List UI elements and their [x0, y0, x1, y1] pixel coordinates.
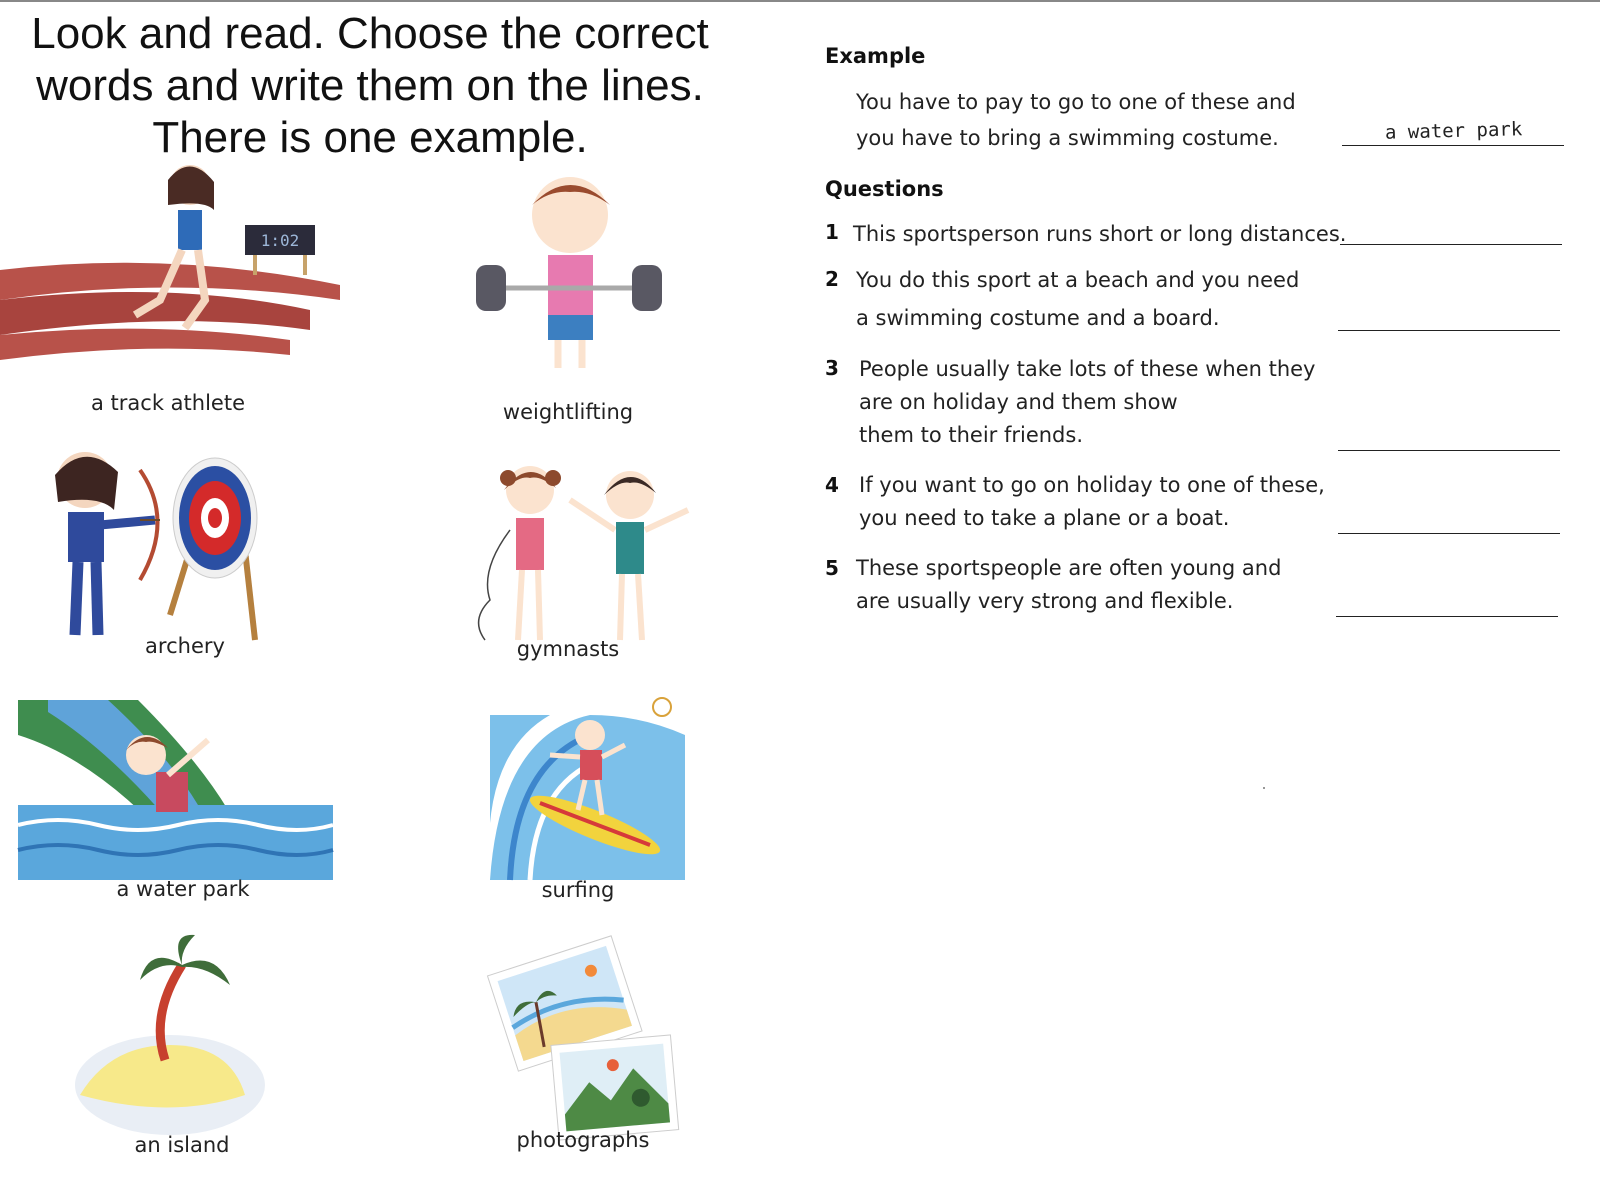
- caption-island: an island: [134, 1133, 230, 1157]
- scoreboard-text: 1:02: [260, 231, 300, 250]
- island-illustration: [70, 945, 270, 1145]
- caption-archery: archery: [145, 634, 225, 658]
- question-4-number: 4: [825, 473, 839, 497]
- card-weightlifting: [470, 170, 690, 430]
- caption-weightlifting: weightlifting: [502, 400, 634, 424]
- caption-water-park: a water park: [116, 877, 250, 901]
- surfing-illustration: [490, 695, 690, 885]
- question-3-line-1: People usually take lots of these when they: [859, 357, 1316, 381]
- gymnasts-illustration: [460, 450, 710, 650]
- question-2-number: 2: [825, 267, 839, 291]
- example-answer-line: [1342, 145, 1564, 146]
- caption-track-athlete: a track athlete: [91, 391, 245, 415]
- example-answer: a water park: [1384, 118, 1523, 144]
- track-athlete-illustration: [0, 160, 350, 360]
- question-1-line-1: This sportsperson runs short or long distances.: [853, 222, 1347, 246]
- question-2-line-2: a swimming costume and a board.: [856, 306, 1220, 330]
- card-track-athlete: [0, 160, 360, 420]
- caption-surfing: surfing: [541, 878, 615, 902]
- top-border: [0, 0, 1600, 2]
- question-4-answer-line[interactable]: [1338, 533, 1560, 534]
- stray-dot: [1263, 787, 1265, 789]
- card-water-park: [18, 700, 333, 930]
- card-gymnasts: [460, 450, 710, 685]
- example-line-1: You have to pay to go to one of these and: [856, 90, 1296, 114]
- question-2-answer-line[interactable]: [1338, 330, 1560, 331]
- example-line-2: you have to bring a swimming costume.: [856, 126, 1279, 150]
- question-5-line-1: These sportspeople are often young and: [856, 556, 1282, 580]
- questions-heading: Questions: [825, 177, 944, 201]
- question-3-answer-line[interactable]: [1338, 450, 1560, 451]
- question-5-number: 5: [825, 556, 839, 580]
- question-3-line-3: them to their friends.: [859, 423, 1083, 447]
- question-5-line-2: are usually very strong and flexible.: [856, 589, 1234, 613]
- question-3-number: 3: [825, 356, 839, 380]
- card-archery: [40, 440, 280, 675]
- question-4-line-1: If you want to go on holiday to one of these,: [859, 473, 1325, 497]
- archery-illustration: [40, 440, 280, 650]
- question-2-line-1: You do this sport at a beach and you need: [856, 268, 1300, 292]
- card-surfing: [490, 695, 690, 930]
- question-3-line-2: are on holiday and them show: [859, 390, 1178, 414]
- caption-photographs: photographs: [516, 1128, 650, 1152]
- instructions-text: Look and read. Choose the correct words and write them on the lines. There is one example.: [31, 9, 709, 162]
- water-park-illustration: [18, 700, 333, 880]
- example-heading: Example: [825, 44, 926, 68]
- question-4-line-2: you need to take a plane or a boat.: [859, 506, 1230, 530]
- photographs-illustration: [490, 940, 700, 1150]
- question-5-answer-line[interactable]: [1336, 616, 1558, 617]
- weightlifting-illustration: [470, 170, 690, 370]
- question-1-answer-line[interactable]: [1340, 244, 1562, 245]
- caption-gymnasts: gymnasts: [516, 637, 620, 661]
- card-photographs: [490, 940, 700, 1190]
- question-1-number: 1: [825, 220, 839, 244]
- card-island: [70, 945, 270, 1190]
